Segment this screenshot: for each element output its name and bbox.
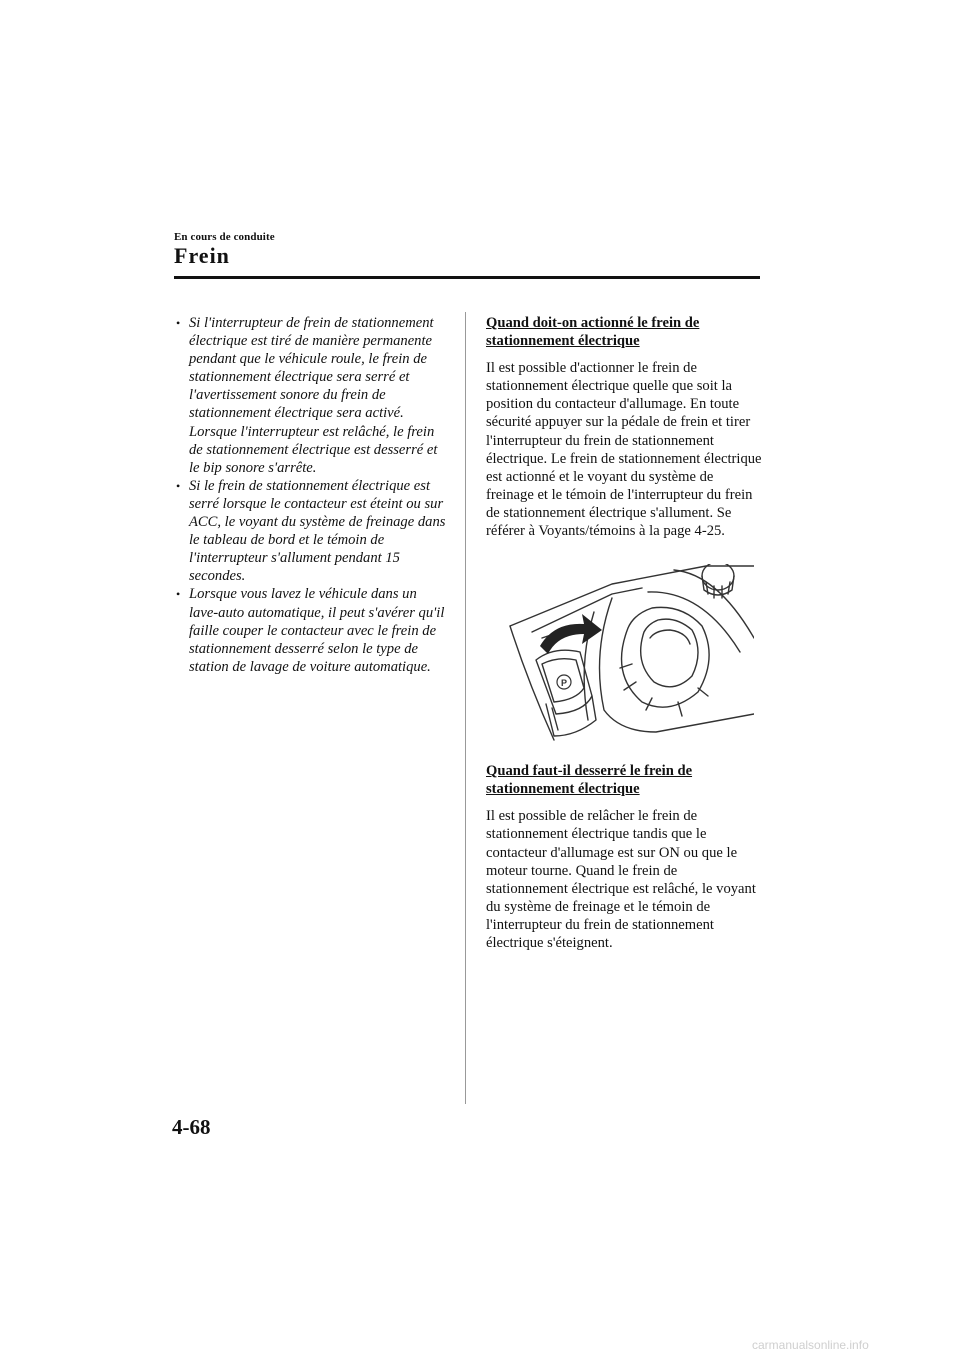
switch-symbol: P xyxy=(560,678,568,689)
console-illustration-icon xyxy=(492,564,754,742)
section-label: En cours de conduite xyxy=(174,231,275,243)
note-text: Si l'interrupteur de frein de stationnement électrique est tiré de manière permanente pendant que le véhicule roule, le frein de stationnement électrique sera serré et l'avertissement sonore du frein de stationnement électrique sera activé. Lorsque l'interrupteur est relâché, le frein de stationnement électrique est desserré et le bip sonore s'arrête. xyxy=(189,315,438,476)
header-rule xyxy=(174,276,760,279)
watermark: carmanualsonline.info xyxy=(752,1338,869,1352)
parking-brake-switch-illustration xyxy=(492,564,754,742)
note-item xyxy=(176,477,448,586)
note-item xyxy=(176,585,448,675)
page-title: Frein xyxy=(174,243,230,268)
page-number: 4-68 xyxy=(172,1115,211,1139)
section-body-apply: Il est possible d'actionner le frein de stationnement électrique quelle que soit la position du contacteur d'allumage. En toute sécurité appuyer sur la pédale de frein et tirer l'interrupteur du frein de stationnement électrique. Le frein de stationnement électrique est actionné et le voyant du système de freinage et le témoin de l'interrupteur du frein de stationnement électrique s'allument. Se référer à Voyants/témoins à la page 4-25. xyxy=(486,360,762,540)
right-column xyxy=(486,314,762,952)
note-text: Lorsque vous lavez le véhicule dans un lave-auto automatique, il peut s'avérer qu'il faille couper le contacteur avec le frein de stationnement desserré selon le type de station de lavage de voiture automatique. xyxy=(189,586,445,675)
note-text: Si le frein de stationnement électrique est serré lorsque le contacteur est éteint ou sur ACC, le voyant du système de freinage dans le tableau de bord et le témoin de l'interrupteur s'allument pendant 15 secondes. xyxy=(189,477,446,585)
section-heading-release: Quand faut-il desserré le frein de stationnement électrique xyxy=(486,763,693,798)
section-heading-apply: Quand doit-on actionné le frein de stationnement électrique xyxy=(486,315,700,350)
bullet-icon: • xyxy=(176,478,181,493)
column-divider xyxy=(465,312,466,1104)
bullet-icon: • xyxy=(176,587,181,602)
bullet-icon: • xyxy=(176,316,181,330)
section-body-release: Il est possible de relâcher le frein de stationnement électrique tandis que le contacteur d'allumage est sur ON ou que le moteur tourne. Quand le frein de stationnement électrique est relâché, le voyant du système de freinage et le témoin de l'interrupteur du frein de stationnement électrique s'éteignent. xyxy=(486,808,756,951)
note-item xyxy=(176,314,448,477)
left-column xyxy=(176,314,448,676)
